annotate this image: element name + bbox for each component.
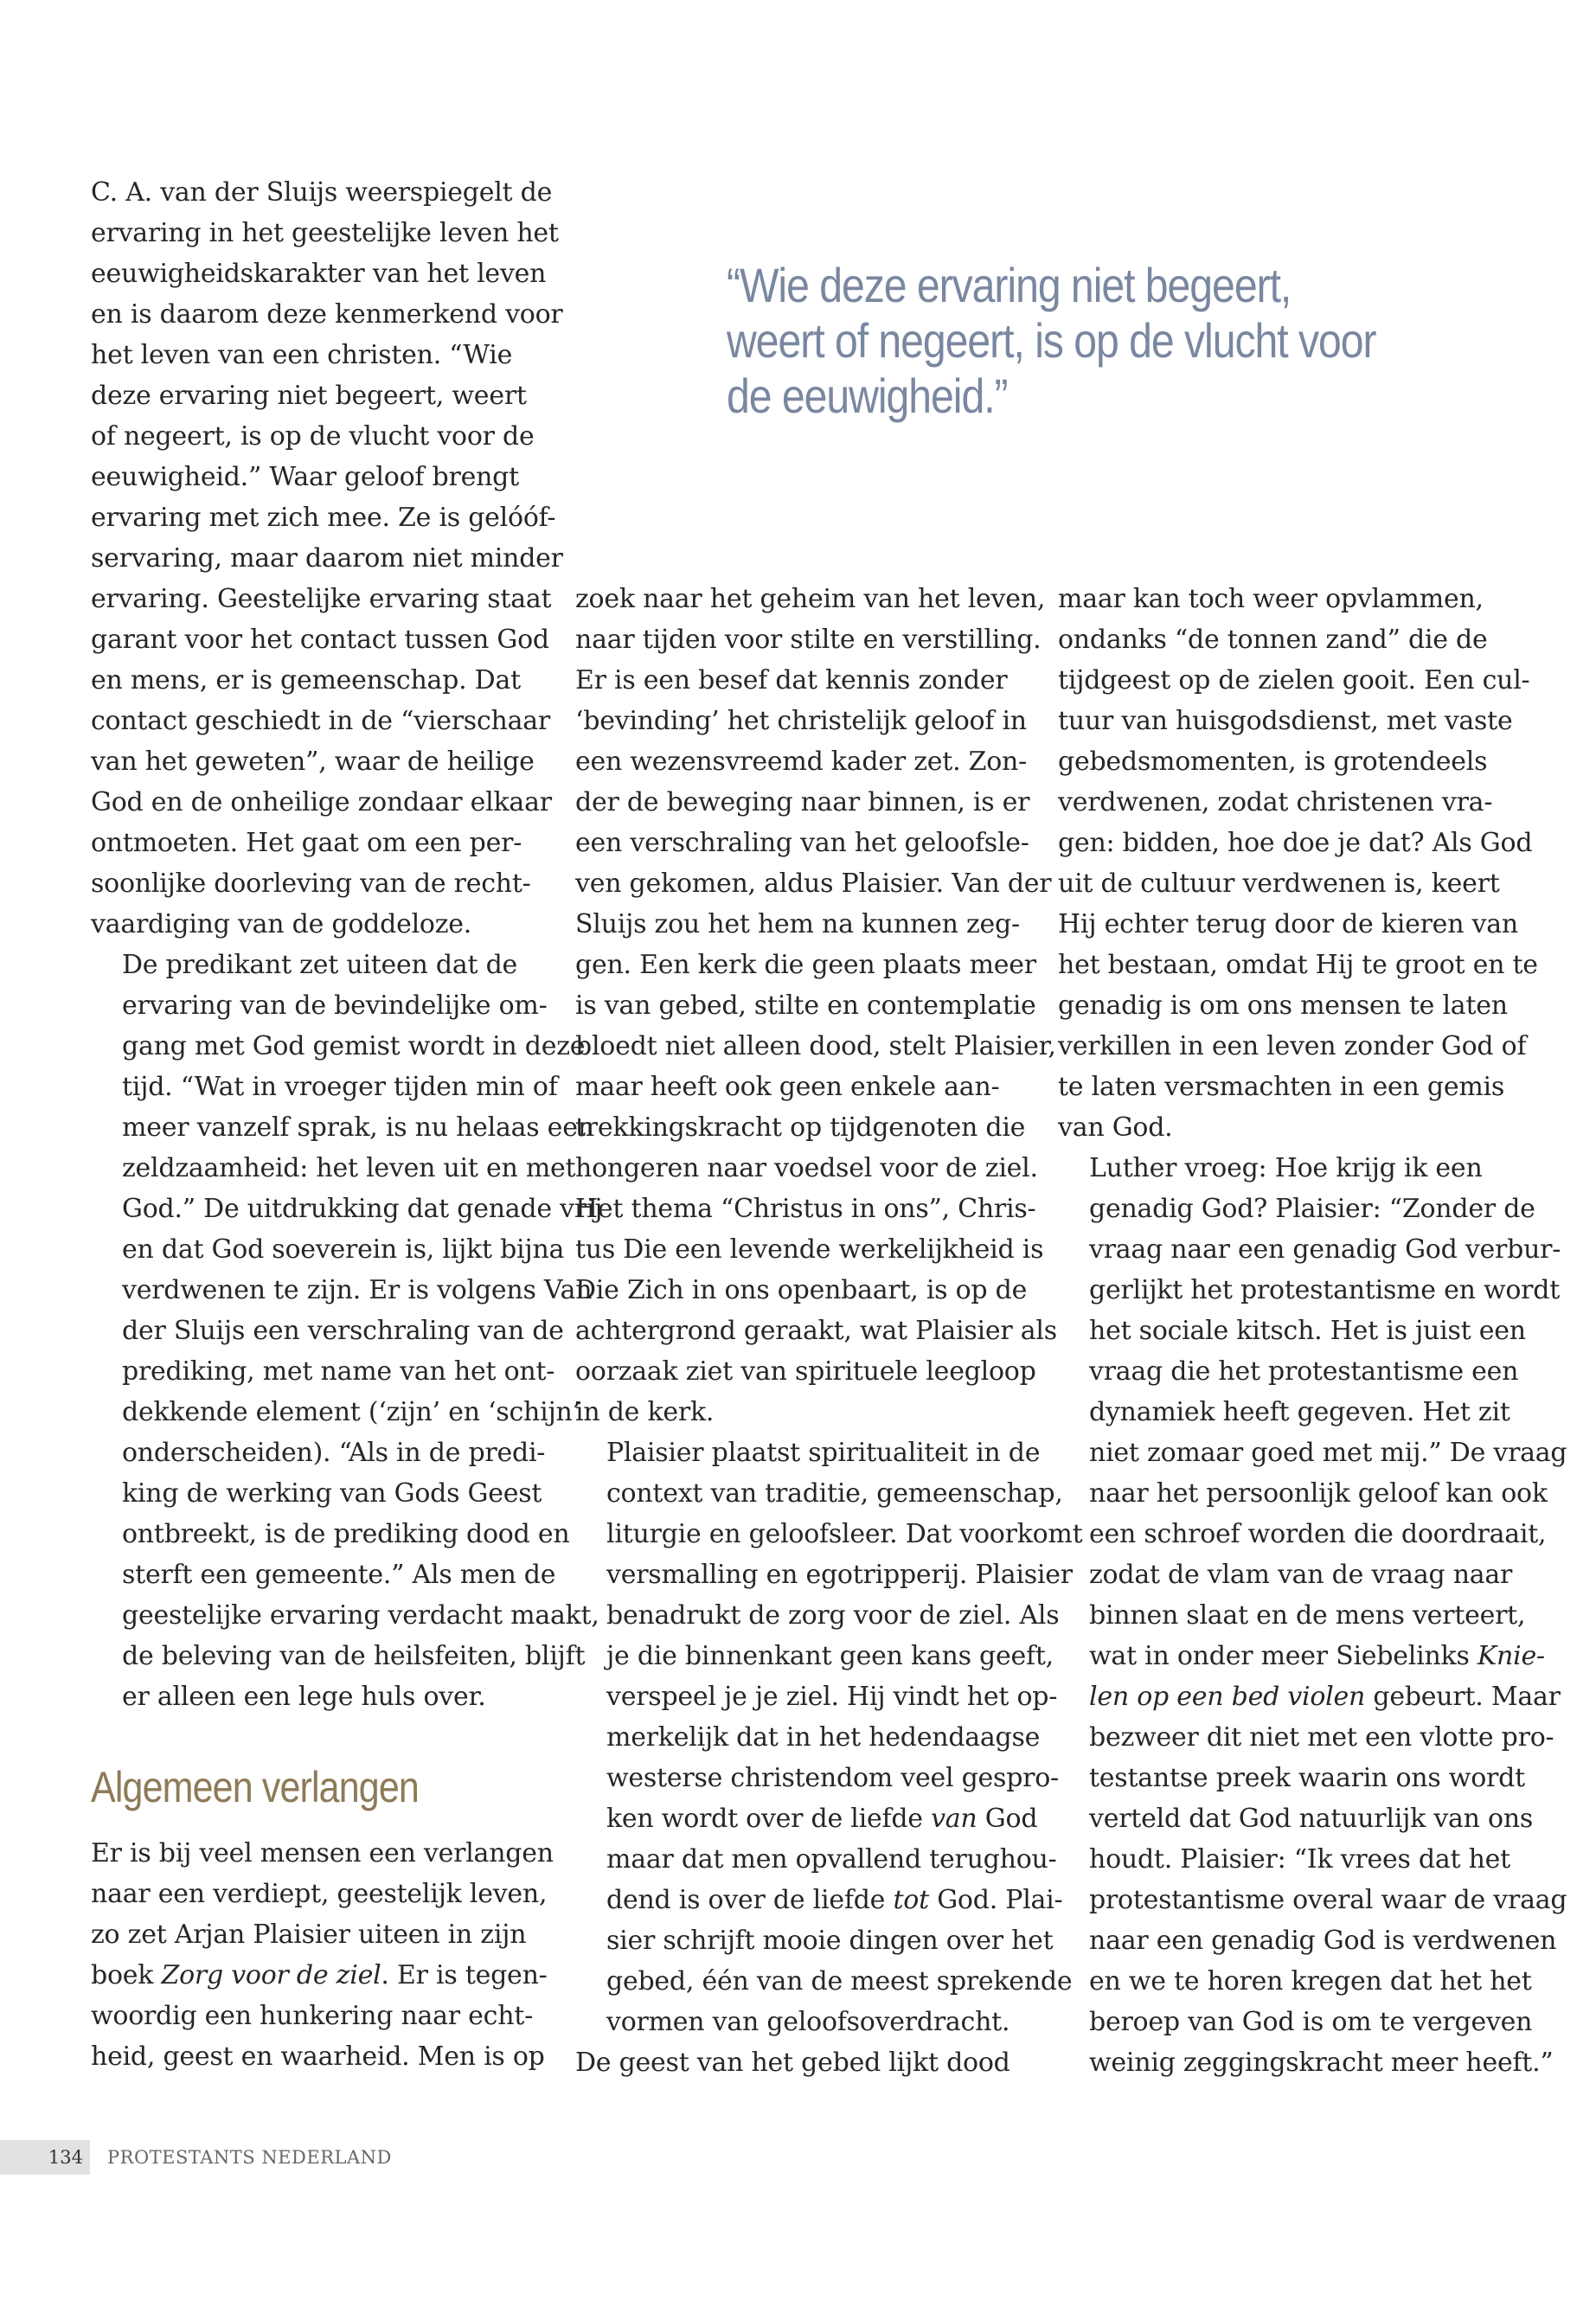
text-line: Er is bij veel mensen een verlangen (91, 1838, 554, 1868)
publication-name: PROTESTANTS NEDERLAND (107, 2147, 392, 2168)
text-line: woordig een hunkering naar echt- (91, 2001, 533, 2031)
text-line: naar tijden voor stilte en verstilling. (575, 625, 1042, 655)
paragraph (1058, 1148, 1567, 2083)
text-line: bezweer dit niet met een vlotte pro- (1089, 1722, 1554, 1753)
text-line: niet zomaar goed met mij.” De vraag (1089, 1438, 1567, 1468)
text-line: zodat de vlam van de vraag naar (1089, 1560, 1513, 1590)
text-line: protestantisme overal waar de vraag (1089, 1885, 1567, 1915)
text-line: Sluijs zou het hem na kunnen zeg- (575, 909, 1020, 939)
text-line: verteld dat God natuurlijk van ons (1089, 1804, 1534, 1834)
text-line: houdt. Plaisier: “Ik vrees dat het (1089, 1844, 1510, 1875)
text-line: Luther vroeg: Hoe krijg ik een (1089, 1153, 1483, 1183)
pull-quote-line: “Wie deze ervaring niet begeert, (727, 258, 1292, 312)
text-line: naar een genadig God is verdwenen (1089, 1926, 1557, 1956)
text-line: len op een bed violen gebeurt. Maar (1089, 1682, 1561, 1712)
text-line: achtergrond geraakt, wat Plaisier als (575, 1316, 1057, 1346)
text-line: uit de cultuur verdwenen is, keert (1058, 868, 1500, 899)
text-line: garant voor het contact tussen God (91, 625, 549, 655)
pull-quote (727, 258, 1396, 424)
text-line: en we te horen kregen dat het het (1089, 1966, 1532, 1997)
text-line: Hij echter terug door de kieren van (1058, 909, 1518, 939)
text-line: dekkende element (‘zijn’ en ‘schijn’ (122, 1397, 580, 1427)
text-line: en is daarom deze kenmerkend voor (91, 299, 563, 330)
text-line: gang met God gemist wordt in deze (122, 1031, 586, 1061)
text-line: een verschraling van het geloofsle- (575, 828, 1029, 858)
text-line: verspeel je je ziel. Hij vindt het op- (606, 1682, 1058, 1712)
text-line: een schroef worden die doordraait, (1089, 1519, 1547, 1549)
text-line: Er is een besef dat kennis zonder (575, 665, 1008, 695)
text-line: of negeert, is op de vlucht voor de (91, 421, 535, 452)
text-line: tus Die een levende werkelijkheid is (575, 1234, 1044, 1265)
emphasis: tot (893, 1885, 929, 1915)
text-line: gebed, één van de meest sprekende (606, 1966, 1073, 1997)
paragraph (1058, 579, 1538, 1148)
paragraph (575, 579, 1057, 1433)
text-line: je die binnenkant geen kans geeft, (606, 1641, 1054, 1671)
column-1-continued (91, 1833, 554, 2077)
text-line: eeuwigheid.” Waar geloof brengt (91, 462, 519, 492)
text-line: heid, geest en waarheid. Men is op (91, 2041, 545, 2072)
text-line: het leven van een christen. “Wie (91, 340, 513, 370)
text-line: dend is over de liefde tot God. Plai- (606, 1885, 1063, 1915)
text-line: en mens, er is gemeenschap. Dat (91, 665, 521, 695)
text-line: ervaring van de bevindelijke om- (122, 990, 548, 1021)
text-line: deze ervaring niet begeert, weert (91, 381, 527, 411)
text-line: beroep van God is om te vergeven (1089, 2007, 1533, 2037)
paragraph (91, 945, 603, 1717)
text-line: soonlijke doorleving van de recht- (91, 868, 531, 899)
text-line: meer vanzelf sprak, is nu helaas een (122, 1112, 594, 1143)
text-line: ontbreekt, is de prediking dood en (122, 1519, 570, 1549)
emphasis: van (931, 1804, 977, 1834)
column-3 (1058, 579, 1567, 2083)
text-line: het sociale kitsch. Het is juist een (1089, 1316, 1526, 1346)
text-line: ontmoeten. Het gaat om een per- (91, 828, 522, 858)
text-line: verdwenen te zijn. Er is volgens Van (122, 1275, 593, 1305)
page-number: 134 (0, 2140, 90, 2175)
text-line: ervaring. Geestelijke ervaring staat (91, 584, 552, 614)
text-line: God.” De uitdrukking dat genade vrij (122, 1194, 603, 1224)
text-line: zeldzaamheid: het leven uit en met (122, 1153, 576, 1183)
text-line: van God. (1058, 1112, 1173, 1143)
text-line: Plaisier plaatst spiritualiteit in de (606, 1438, 1041, 1468)
text-line: oorzaak ziet van spirituele leegloop (575, 1356, 1036, 1387)
text-line: king de werking van Gods Geest (122, 1478, 542, 1509)
text-line: eeuwigheidskarakter van het leven (91, 259, 547, 289)
text-line: context van traditie, gemeenschap, (606, 1478, 1063, 1509)
text-line: en dat God soeverein is, lijkt bijna (122, 1234, 565, 1265)
text-line: van het geweten”, waar de heilige (91, 747, 535, 777)
text-line: ‘bevinding’ het christelijk geloof in (575, 706, 1027, 736)
text-line: Die Zich in ons openbaart, is op de (575, 1275, 1028, 1305)
text-line: God en de onheilige zondaar elkaar (91, 787, 552, 817)
pull-quote-line: de eeuwigheid.” (727, 369, 1008, 423)
text-line: sier schrijft mooie dingen over het (606, 1926, 1054, 1956)
text-line: bloedt niet alleen dood, stelt Plaisier, (575, 1031, 1056, 1061)
text-line: is van gebed, stilte en contemplatie (575, 990, 1036, 1021)
text-line: testantse preek waarin ons wordt (1089, 1763, 1525, 1793)
text-line: er alleen een lege huls over. (122, 1682, 486, 1712)
text-line: dynamiek heeft gegeven. Het zit (1089, 1397, 1510, 1427)
text-line: gen. Een kerk die geen plaats meer (575, 950, 1036, 980)
text-line: gerlijkt het protestantisme en wordt (1089, 1275, 1561, 1305)
text-line: naar het persoonlijk geloof kan ook (1089, 1478, 1548, 1509)
text-line: der Sluijs een verschraling van de (122, 1316, 564, 1346)
text-line: een wezensvreemd kader zet. Zon- (575, 747, 1028, 777)
text-line: merkelijk dat in het hedendaagse (606, 1722, 1041, 1753)
text-line: der de beweging naar binnen, is er (575, 787, 1030, 817)
text-line: maar kan toch weer opvlammen, (1058, 584, 1484, 614)
text-line: het bestaan, omdat Hij te groot en te (1058, 950, 1538, 980)
text-line: versmalling en egotripperij. Plaisier (606, 1560, 1073, 1590)
text-line: hongeren naar voedsel voor de ziel. (575, 1153, 1038, 1183)
text-line: verkillen in een leven zonder God of (1058, 1031, 1527, 1061)
text-line: ken wordt over de liefde van God (606, 1804, 1038, 1834)
pull-quote-line: weert of negeert, is op de vlucht voor (727, 313, 1376, 368)
text-line: liturgie en geloofsleer. Dat voorkomt (606, 1519, 1083, 1549)
text-line: vraag die het protestantisme een (1089, 1356, 1519, 1387)
text-line: boek Zorg voor de ziel. Er is tegen- (91, 1960, 548, 1990)
text-line: gebedsmomenten, is grotendeels (1058, 747, 1488, 777)
book-title: Knie- (1477, 1641, 1545, 1671)
text-line: sterft een gemeente.” Als men de (122, 1560, 556, 1590)
text-line: trekkingskracht op tijdgenoten die (575, 1112, 1026, 1143)
text-line: in de kerk. (575, 1397, 715, 1427)
text-line: De predikant zet uiteen dat de (122, 950, 518, 980)
text-line: vormen van geloofsoverdracht. (606, 2007, 1010, 2037)
text-line: onderscheiden). “Als in de predi- (122, 1438, 546, 1468)
text-line: te laten versmachten in een gemis (1058, 1072, 1505, 1102)
text-line: weinig zeggingskracht meer heeft.” (1089, 2048, 1554, 2078)
section-heading: Algemeen verlangen (91, 1763, 419, 1811)
text-line: westerse christendom veel gespro- (606, 1763, 1059, 1793)
text-line: vraag naar een genadig God verbur- (1089, 1234, 1561, 1265)
text-line: maar dat men opvallend terughou- (606, 1844, 1057, 1875)
text-line: geestelijke ervaring verdacht maakt, (122, 1600, 599, 1631)
text-line: zo zet Arjan Plaisier uiteen in zijn (91, 1920, 527, 1950)
text-line: maar heeft ook geen enkele aan- (575, 1072, 1000, 1102)
book-title: Zorg voor de ziel (161, 1960, 381, 1990)
paragraph (91, 172, 563, 945)
text-line: tijd. “Wat in vroeger tijden min of (122, 1072, 558, 1102)
column-2 (575, 579, 1083, 2083)
text-line: C. A. van der Sluijs weerspiegelt de (91, 177, 553, 208)
text-line: genadig God? Plaisier: “Zonder de (1089, 1194, 1535, 1224)
text-line: binnen slaat en de mens verteert, (1089, 1600, 1526, 1631)
text-line: ervaring met zich mee. Ze is gelóóf- (91, 503, 556, 533)
text-line: contact geschiedt in de “vierschaar (91, 706, 550, 736)
text-line: de beleving van de heilsfeiten, blijft (122, 1641, 586, 1671)
text-line: zoek naar het geheim van het leven, (575, 584, 1046, 614)
text-line: tuur van huisgodsdienst, met vaste (1058, 706, 1513, 736)
text-line: naar een verdiept, geestelijk leven, (91, 1879, 548, 1909)
page-footer (0, 2140, 392, 2175)
text-line: verdwenen, zodat christenen vra- (1058, 787, 1493, 817)
text-line: Het thema “Christus in ons”, Chris- (575, 1194, 1036, 1224)
text-line: genadig is om ons mensen te laten (1058, 990, 1508, 1021)
text-line: ervaring in het geestelijke leven het (91, 218, 559, 248)
text-line: servaring, maar daarom niet minder (91, 543, 563, 574)
text-line: vaardiging van de goddeloze. (91, 909, 472, 939)
text-line: gen: bidden, hoe doe je dat? Als God (1058, 828, 1533, 858)
book-title: len op een bed violen (1089, 1682, 1366, 1712)
text-line: ven gekomen, aldus Plaisier. Van der (575, 868, 1052, 899)
text-line: wat in onder meer Siebelinks Knie- (1089, 1641, 1545, 1671)
paragraph (575, 2042, 1029, 2083)
text-line: De geest van het gebed lijkt dood (575, 2048, 1010, 2078)
text-line: tijdgeest op de zielen gooit. Een cul- (1058, 665, 1530, 695)
paragraph (575, 1433, 1083, 2042)
text-line: benadrukt de zorg voor de ziel. Als (606, 1600, 1060, 1631)
column-1 (91, 172, 603, 1717)
paragraph (91, 1833, 554, 2077)
text-line: prediking, met name van het ont- (122, 1356, 555, 1387)
text-line: ondanks “de tonnen zand” die de (1058, 625, 1488, 655)
